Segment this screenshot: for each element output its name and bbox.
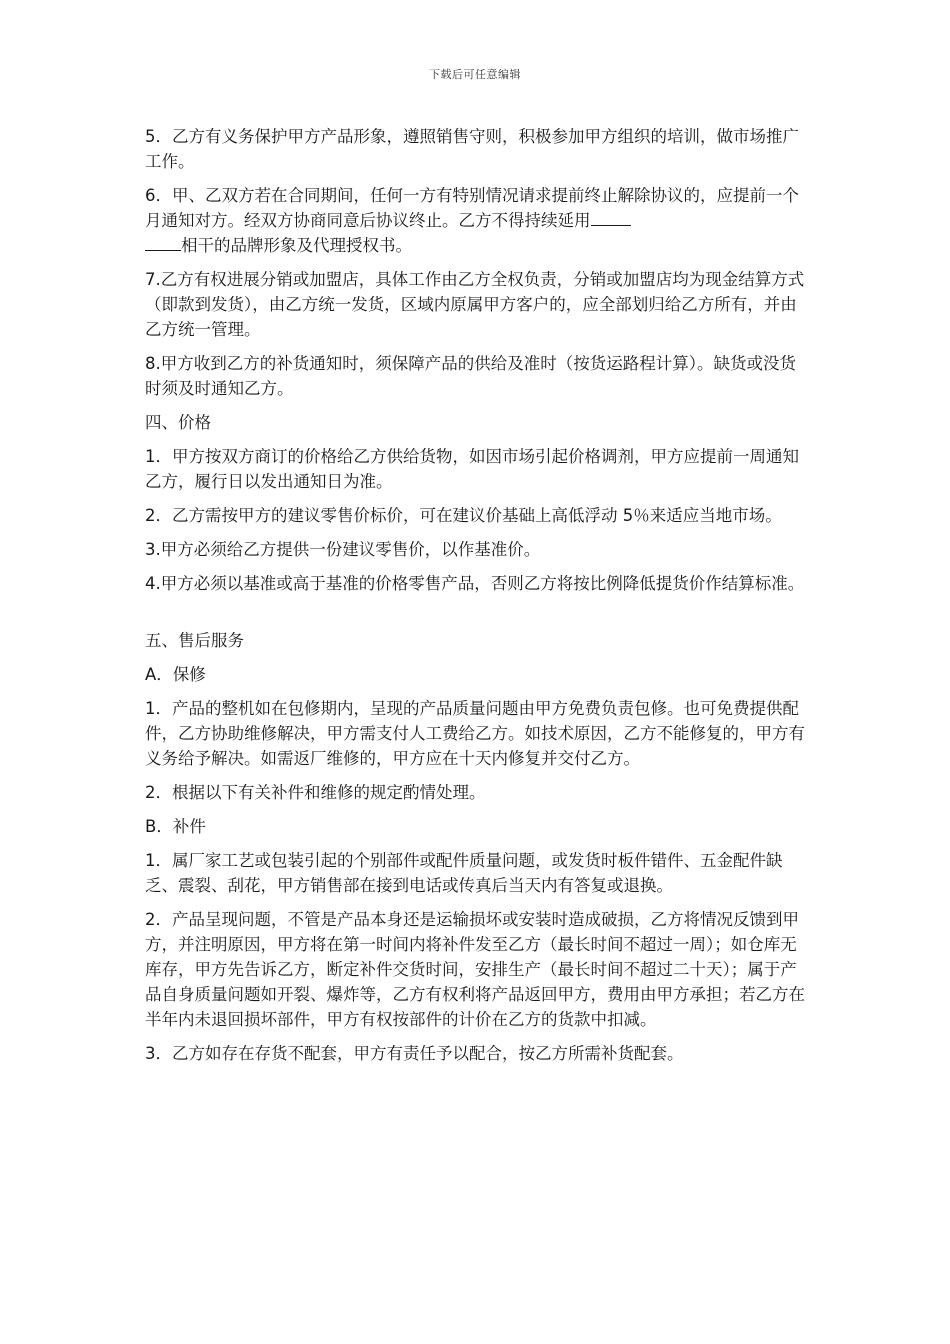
clause-7: 7.乙方有权进展分销或加盟店，具体工作由乙方全权负责，分销或加盟店均为现金结算方式（即款到发货），由乙方统一发货，区域内原属甲方客户的，应全部划归给乙方所有，并由乙方统一管理。: [145, 270, 805, 339]
blank-underline-continued: [145, 236, 181, 251]
section-heading-price: 四、价格: [145, 413, 211, 432]
clause-6: [145, 183, 810, 258]
section-heading-after-sales: 五、售后服务: [145, 631, 244, 650]
clause-8: 8.甲方收到乙方的补货通知时，须保障产品的供给及准时（按货运路程计算）。缺货或没货时须及时通知乙方。: [145, 354, 796, 398]
page-header-note: 下载后可任意编辑: [429, 68, 521, 81]
warranty-clause-1: 1．产品的整机如在包修期内，呈现的产品质量问题由甲方免费负责包修。也可免费提供配件，乙方协助维修解决，甲方需支付人工费给乙方。如技术原因，乙方不能修复的，甲方有义务给予解决。如需返厂维修的，甲方应在十天内修复并交付乙方。: [145, 699, 805, 768]
price-clause-2: 2．乙方需按甲方的建议零售价标价，可在建议价基础上高低浮动 5％来适应当地市场。: [145, 506, 782, 525]
subsection-heading-replacement: B．补件: [145, 817, 206, 836]
price-clause-4: 4.甲方必须以基准或高于基准的价格零售产品，否则乙方将按比例降低提货价作结算标准。: [145, 574, 805, 593]
replacement-clause-2: 2．产品呈现问题，不管是产品本身还是运输损坏或安装时造成破损，乙方将情况反馈到甲方，并注明原因，甲方将在第一时间内将补件发至乙方（最长时间不超过一周）；如仓库无库存，甲方先告诉乙方，断定补件交货时间，安排生产（最长时间不超过二十天）；属于产品自身质量问题如开裂、爆炸等，乙方有权利将产品返回甲方，费用由甲方承担；若乙方在半年内未退回损坏部件，甲方有权按部件的计价在乙方的货款中扣减。: [145, 910, 805, 1029]
document-body: [145, 124, 810, 1075]
replacement-clause-3: 3．乙方如存在存货不配套，甲方有责任予以配合，按乙方所需补货配套。: [145, 1044, 684, 1063]
clause-6-text-a: 6．甲、乙双方若在合同期间，任何一方有特别情况请求提前终止解除协议的，应提前一个月通知对方。经双方协商同意后协议终止。乙方不得持续延用: [145, 186, 799, 230]
replacement-clause-1: 1．属厂家工艺或包装引起的个别部件或配件质量问题，或发货时板件错件、五金配件缺乏、震裂、刮花，甲方销售部在接到电话或传真后当天内有答复或退换。: [145, 851, 783, 895]
subsection-heading-warranty: A．保修: [145, 665, 206, 684]
blank-underline: [591, 211, 631, 226]
clause-6-text-b: 相干的品牌形象及代理授权书。: [181, 236, 412, 255]
clause-5: 5．乙方有义务保护甲方产品形象，遵照销售守则，积极参加甲方组织的培训，做市场推广工作。: [145, 127, 799, 171]
warranty-clause-2: 2．根据以下有关补件和维修的规定酌情处理。: [145, 783, 486, 802]
price-clause-1: 1．甲方按双方商订的价格给乙方供给货物，如因市场引起价格调剂，甲方应提前一周通知乙方，履行日以发出通知日为准。: [145, 447, 799, 491]
price-clause-3: 3.甲方必须给乙方提供一份建议零售价，以作基准价。: [145, 540, 541, 559]
